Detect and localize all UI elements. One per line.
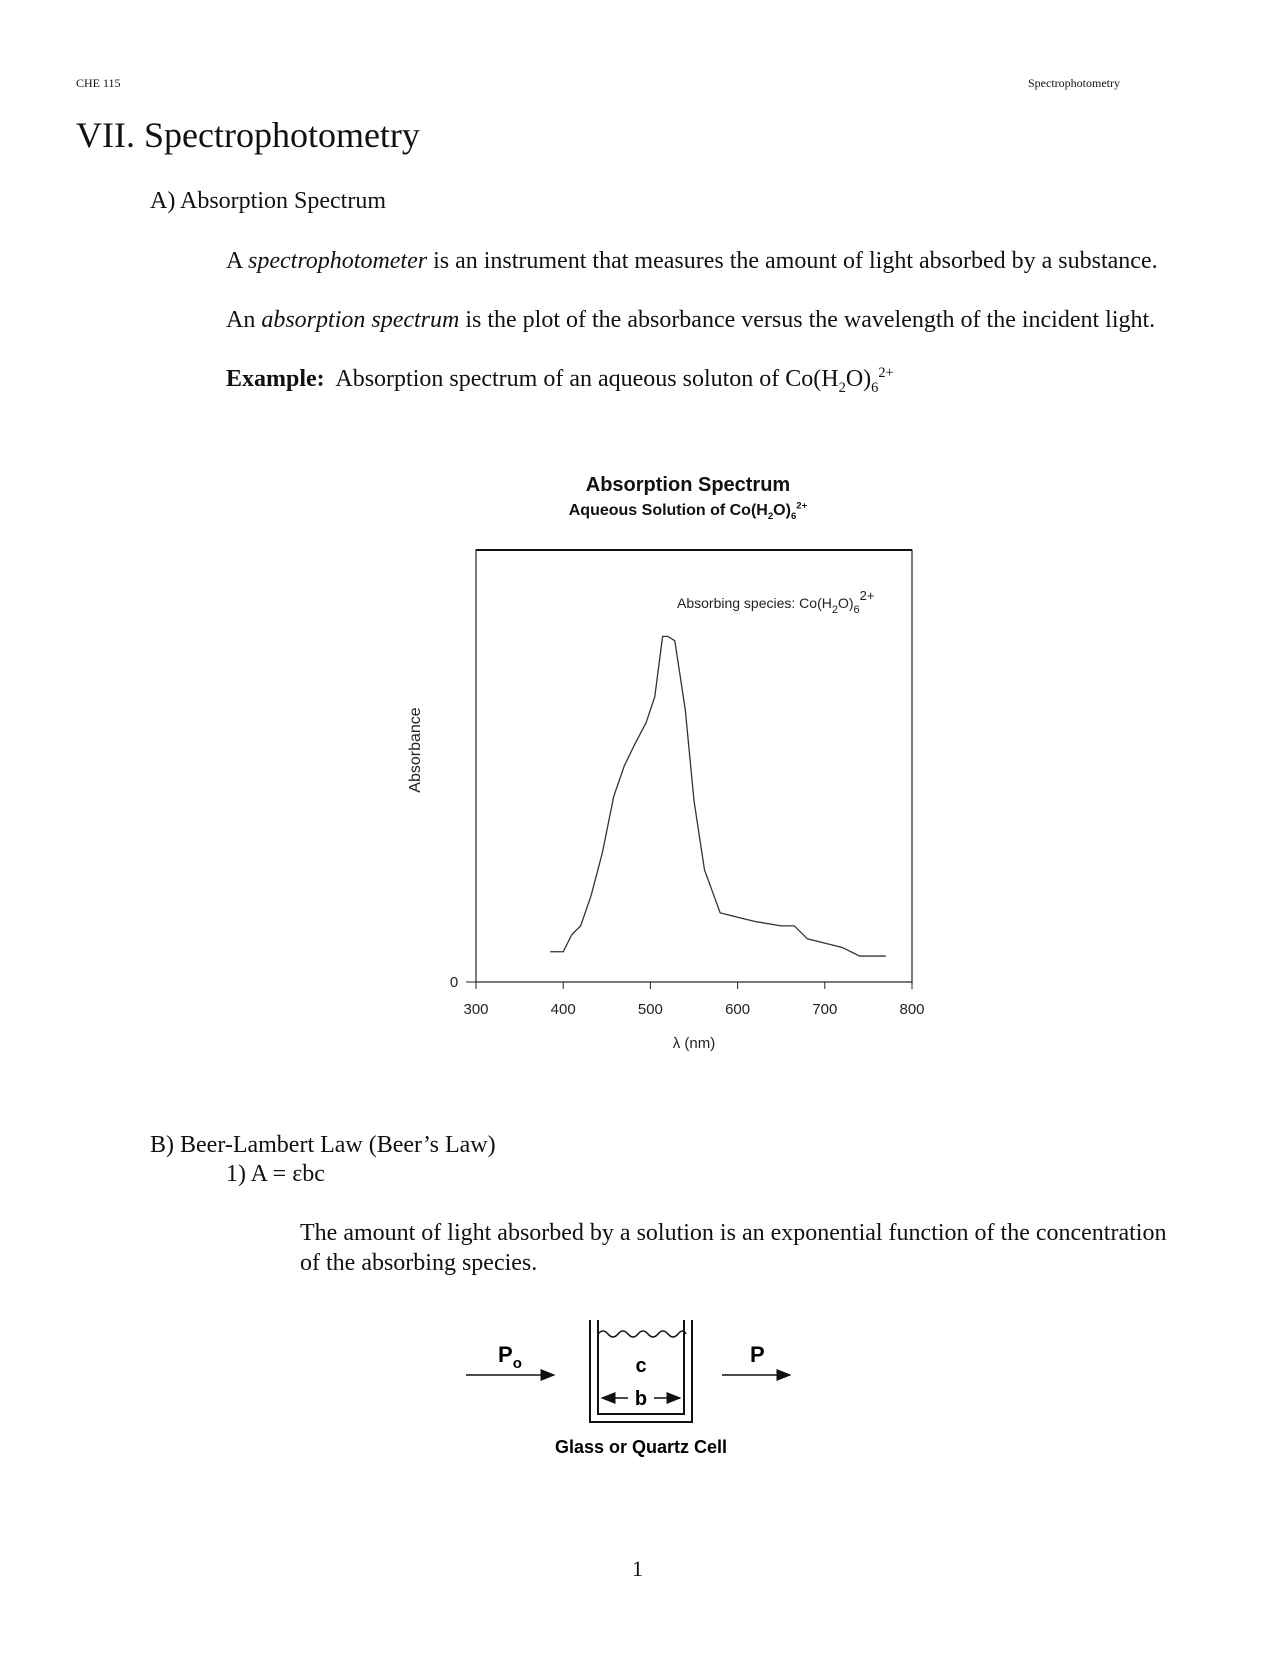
p-out-label: P: [750, 1342, 765, 1367]
liquid-surface: [598, 1331, 686, 1337]
section-b-heading: B) Beer-Lambert Law (Beer’s Law): [150, 1132, 496, 1158]
section-a-heading: A) Absorption Spectrum: [150, 188, 386, 214]
p2-pre: An: [226, 307, 262, 333]
example-sub2: 6: [871, 379, 879, 396]
chart-subtitle-mid: O): [773, 502, 791, 519]
example-sub1: 2: [838, 379, 846, 396]
example-label: Example:: [226, 366, 325, 392]
beer-law-text-line1: The amount of light absorbed by a solution is an exponential function of the concentration: [300, 1220, 1167, 1246]
path-length-label: b: [634, 1388, 648, 1410]
p2-term: absorption spectrum: [261, 307, 460, 333]
chart-title: Absorption Spectrum: [585, 474, 791, 496]
page-title: VII. Spectrophotometry: [76, 115, 420, 155]
chart-subtitle-sub2: 6: [790, 511, 797, 523]
p2-post: is the plot of the absorbance versus the wavelength of the incident light.: [459, 307, 1156, 333]
p1-term: spectrophotometer: [248, 248, 428, 274]
page-number: 1: [632, 1556, 643, 1581]
chart-subtitle-sup: 2+: [796, 500, 808, 512]
p-in-label: $P_o$: [498, 1342, 522, 1372]
p1-pre: A: [226, 248, 249, 274]
x-tick-label: 600: [725, 1001, 751, 1018]
x-axis-label: λ (nm): [672, 1035, 716, 1052]
absorbing-species-annotation: Absorbing species: $Co(H_2O)_62+$: [677, 588, 875, 616]
y-tick-label: 0: [449, 974, 459, 991]
beer-law-formula: 1) A = εbc: [226, 1161, 325, 1187]
absorbance-series-line: [550, 636, 886, 956]
example-line: [226, 364, 894, 394]
x-tick-label: 500: [637, 1001, 663, 1018]
cell-diagram: [456, 1310, 816, 1460]
y-axis-label: Absorbance: [407, 707, 424, 793]
example-mid: O): [845, 366, 872, 392]
example-sup: 2+: [878, 365, 894, 381]
x-tick-label: 400: [550, 1001, 576, 1018]
cell-caption: Glass or Quartz Cell: [554, 1437, 728, 1457]
plot-frame: [476, 550, 912, 982]
running-header-right: Spectrophotometry: [1028, 76, 1120, 90]
example-text: Absorption spectrum of an aqueous soluton of Co(H: [335, 366, 839, 392]
absorption-spectrum-chart: [400, 540, 940, 1060]
x-tick-label: 700: [812, 1001, 838, 1018]
running-header-left: CHE 115: [76, 76, 121, 90]
x-tick-label: 300: [463, 1001, 489, 1018]
beer-law-text-line2: of the absorbing species.: [300, 1250, 538, 1276]
p1-post: is an instrument that measures the amount of light absorbed by a substance.: [427, 248, 1158, 274]
paragraph-spectrophotometer: [226, 246, 1158, 276]
chart-subtitle: [488, 500, 888, 523]
x-tick-label: 800: [899, 1001, 925, 1018]
chart-subtitle-text: Aqueous Solution of Co(H: [568, 502, 768, 519]
concentration-label: c: [635, 1355, 647, 1377]
chart-subtitle-sub1: 2: [767, 511, 774, 523]
paragraph-absorption-spectrum: [226, 305, 1155, 335]
